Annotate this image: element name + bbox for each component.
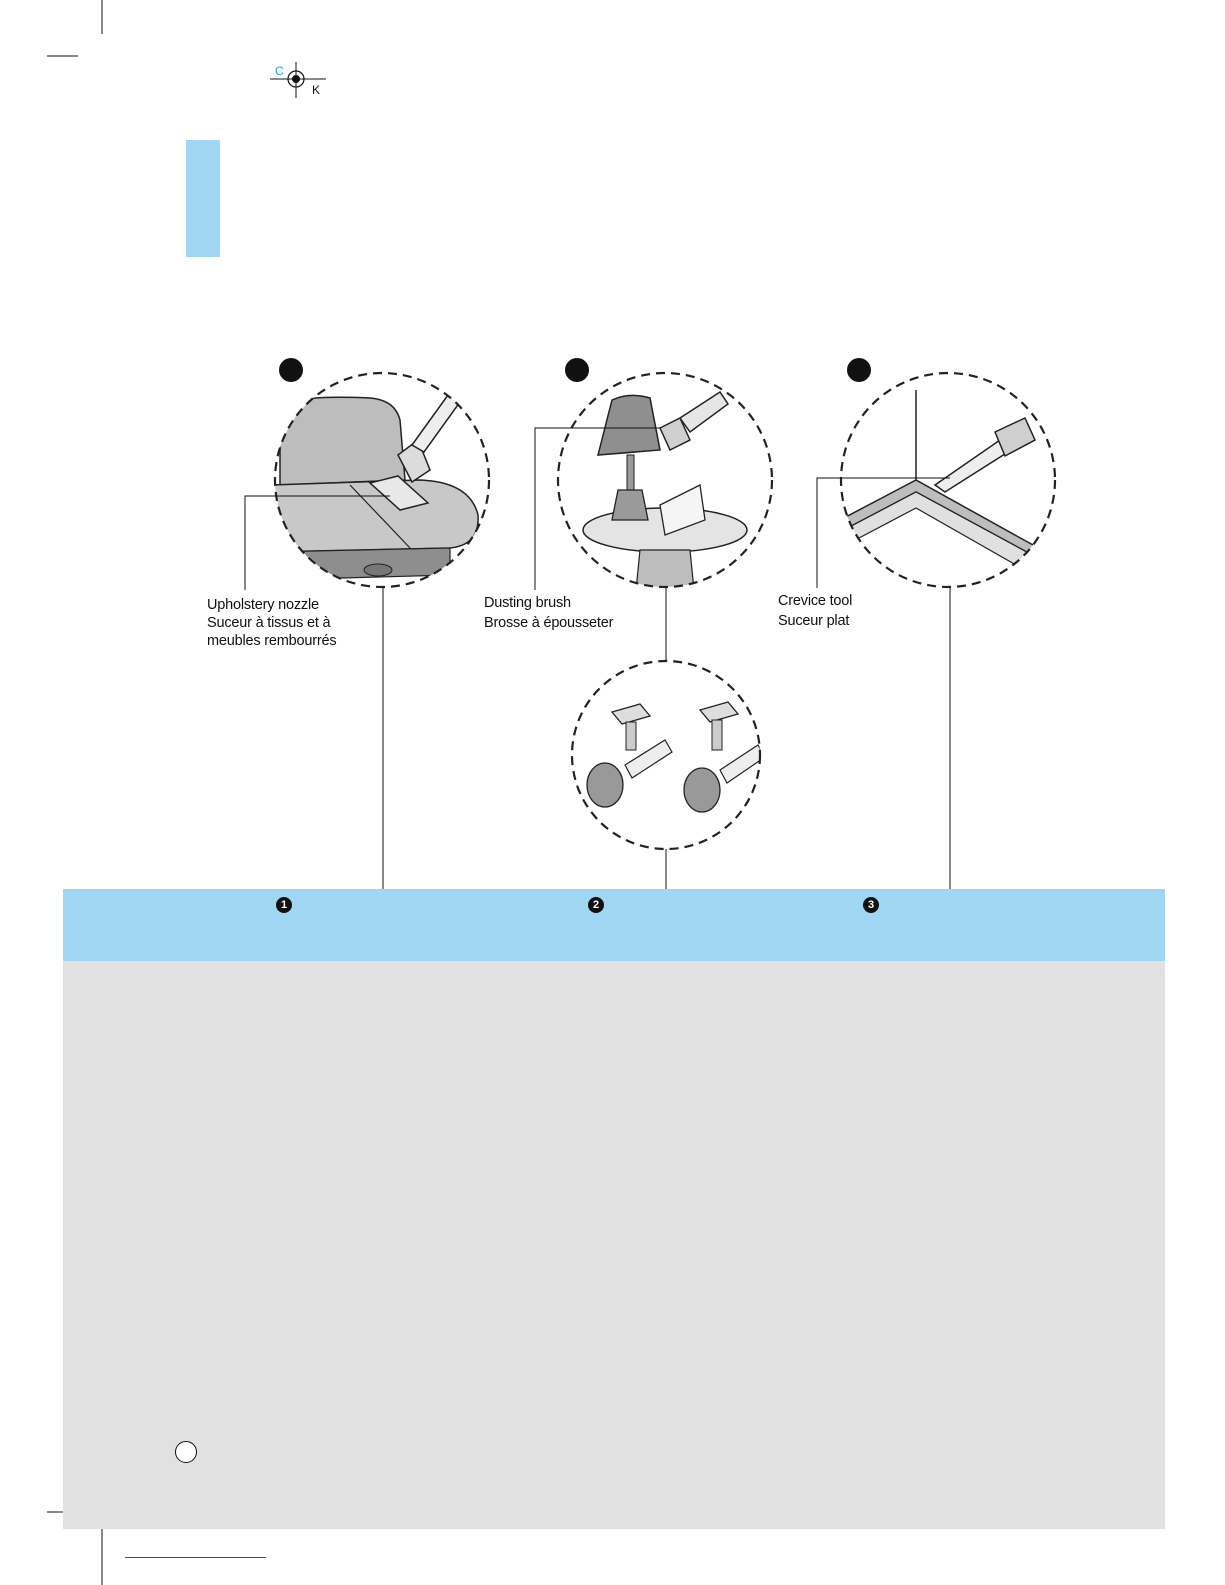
label-dusting-brush — [484, 594, 613, 632]
label-line: Brosse à épousseter — [484, 615, 614, 631]
steps-band — [63, 889, 1165, 961]
page-number-circle — [175, 1441, 197, 1463]
content-panel — [63, 961, 1165, 1529]
step-badge-1: 1 — [276, 897, 292, 913]
step-marker-3 — [847, 358, 871, 382]
section-tab — [186, 140, 220, 257]
label-line: Upholstery nozzle — [207, 597, 319, 613]
label-line: Dusting brush — [484, 595, 571, 611]
step-marker-1 — [279, 358, 303, 382]
illustration-dusting-brush — [520, 350, 785, 600]
step-badge-3: 3 — [863, 897, 879, 913]
label-line: Suceur à tissus et à — [207, 615, 331, 631]
step-marker-2 — [565, 358, 589, 382]
label-line: meubles rembourrés — [207, 633, 337, 649]
label-crevice-tool — [778, 592, 852, 630]
step-badge-2: 2 — [588, 897, 604, 913]
registration-label-black: K — [312, 83, 321, 97]
registration-label-cyan: C — [275, 64, 284, 78]
footer-link-line — [125, 1557, 266, 1558]
illustration-crevice-tool — [800, 350, 1065, 600]
label-upholstery-nozzle — [207, 596, 336, 650]
illustration-upholstery-nozzle — [190, 350, 510, 600]
label-line: Suceur plat — [778, 613, 850, 629]
label-line: Crevice tool — [778, 593, 853, 609]
